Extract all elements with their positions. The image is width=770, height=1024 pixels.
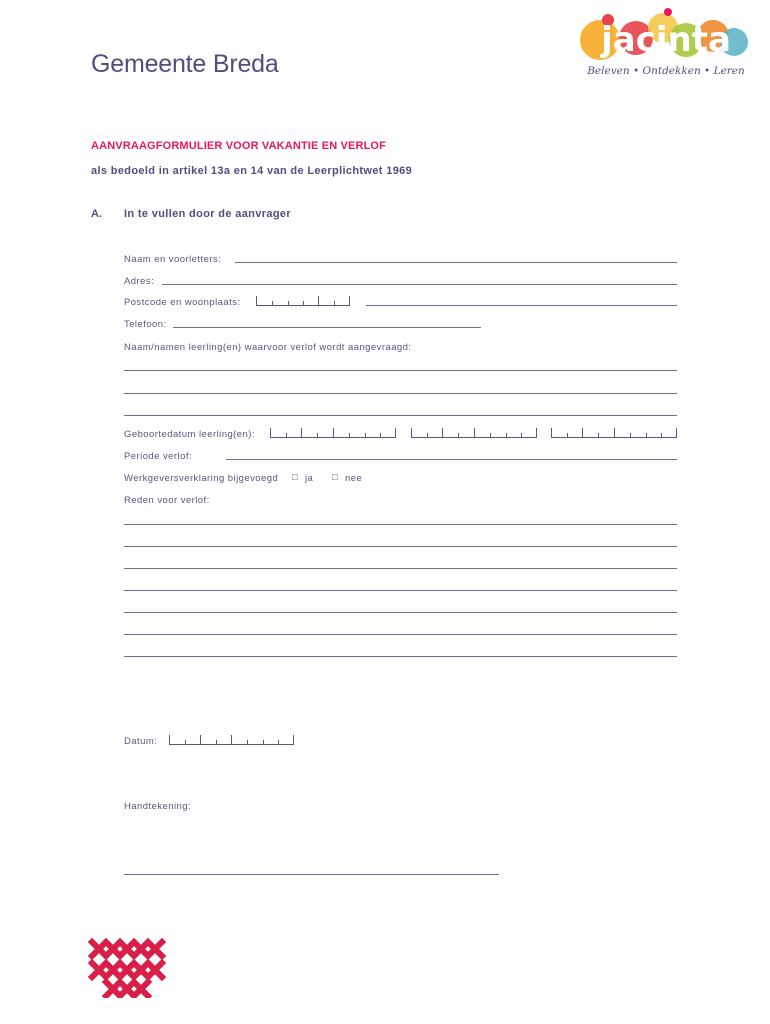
naam-label: Naam en voorletters:: [124, 254, 222, 265]
ja-label: ja: [305, 473, 314, 484]
municipality-name: Gemeente Breda: [91, 50, 279, 78]
leerlingen-line-3[interactable]: [124, 415, 677, 416]
leerlingen-label: Naam/namen leerling(en) waarvoor verlof wordt aangevraagd:: [124, 342, 412, 353]
handtekening-label: Handtekening:: [124, 801, 192, 812]
logo-wordmark: jacinta: [601, 20, 731, 60]
reden-line-4[interactable]: [124, 590, 677, 591]
periode-label: Periode verlof:: [124, 451, 193, 462]
section-a-number: A.: [91, 208, 102, 220]
breda-crest-icon: [88, 936, 170, 998]
telefoon-label: Telefoon:: [124, 319, 167, 330]
reden-label: Reden voor verlof:: [124, 495, 210, 506]
werkgever-label: Werkgeversverklaring bijgevoegd: [124, 473, 279, 484]
periode-field[interactable]: [226, 459, 677, 460]
woonplaats-field[interactable]: [366, 305, 677, 306]
postcode-label: Postcode en woonplaats:: [124, 297, 241, 308]
reden-line-2[interactable]: [124, 546, 677, 547]
leerlingen-line-1[interactable]: [124, 370, 677, 371]
nee-checkbox[interactable]: □: [332, 472, 338, 483]
telefoon-field[interactable]: [173, 327, 481, 328]
leerlingen-line-2[interactable]: [124, 393, 677, 394]
form-subtitle: als bedoeld in artikel 13a en 14 van de Leerplichtwet 1969: [91, 165, 413, 177]
logo-tagline: Beleven • Ontdekken • Leren: [587, 65, 745, 77]
datum-label: Datum:: [124, 736, 158, 747]
nee-label: nee: [345, 473, 363, 484]
datum-boxes[interactable]: [169, 735, 294, 745]
geboortedatum-boxes-3[interactable]: [551, 428, 677, 438]
section-a-title: In te vullen door de aanvrager: [124, 208, 291, 220]
geboortedatum-boxes-2[interactable]: [411, 428, 537, 438]
reden-line-6[interactable]: [124, 634, 677, 635]
reden-line-3[interactable]: [124, 568, 677, 569]
reden-line-7[interactable]: [124, 656, 677, 657]
reden-line-1[interactable]: [124, 524, 677, 525]
geboortedatum-label: Geboortedatum leerling(en):: [124, 429, 255, 440]
form-title: AANVRAAGFORMULIER VOOR VAKANTIE EN VERLOF: [91, 140, 387, 152]
ja-checkbox[interactable]: □: [292, 472, 298, 483]
jacinta-logo: [578, 6, 754, 88]
geboortedatum-boxes-1[interactable]: [270, 428, 396, 438]
reden-line-5[interactable]: [124, 612, 677, 613]
handtekening-field[interactable]: [124, 874, 499, 875]
adres-field[interactable]: [162, 284, 677, 285]
postcode-boxes[interactable]: [256, 296, 350, 306]
adres-label: Adres:: [124, 276, 155, 287]
naam-field[interactable]: [235, 262, 677, 263]
